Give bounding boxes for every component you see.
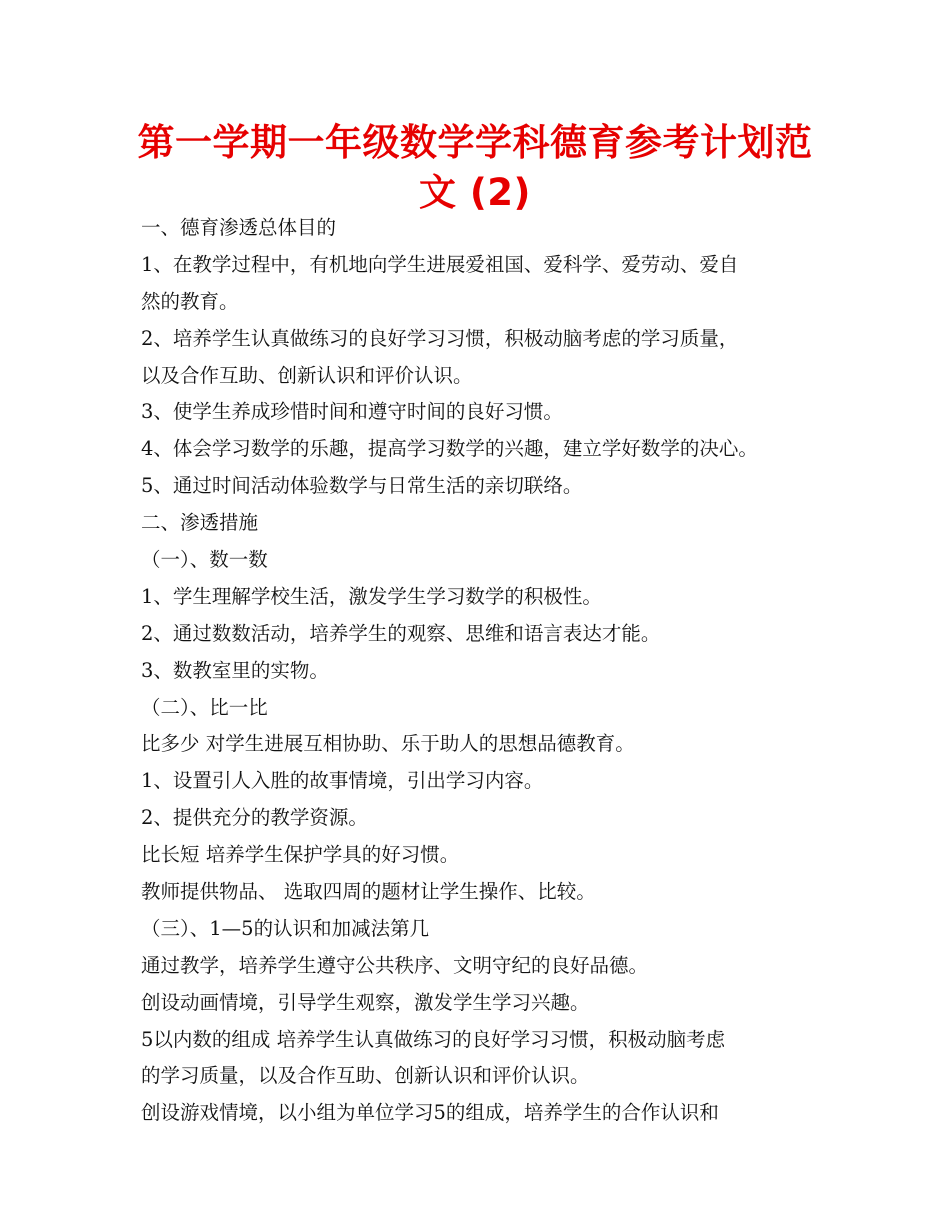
subsection-heading: （二）、比一比 xyxy=(141,695,268,719)
text-line: 2、提供充分的教学资源。 xyxy=(141,806,368,830)
section-heading: 一、德育渗透总体目的 xyxy=(141,216,337,239)
text-line: 比长短 培养学生保护学具的好习惯。 xyxy=(141,843,460,867)
text-line: 2、通过数数活动，培养学生的观察、思维和语言表达才能。 xyxy=(141,621,661,645)
text-line: 1、学生理解学校生活，激发学生学习数学的积极性。 xyxy=(141,584,602,608)
text-line: 2、培养学生认真做练习的良好学习习惯，积极动脑考虑的学习质量， xyxy=(141,326,739,350)
text-line: 5、通过时间活动体验数学与日常生活的亲切联络。 xyxy=(141,474,583,498)
document-title xyxy=(100,118,850,218)
subsection-heading: （一）、数一数 xyxy=(141,548,268,572)
document-body xyxy=(141,210,821,1132)
text-line: 3、使学生养成珍惜时间和遵守时间的良好习惯。 xyxy=(141,400,563,424)
text-line: 以及合作互助、创新认识和评价认识。 xyxy=(141,363,473,387)
text-line: 然的教育。 xyxy=(141,289,239,313)
text-line: 教师提供物品、 选取四周的题材让学生操作、比较。 xyxy=(141,880,596,904)
text-line: 创设动画情境，引导学生观察，激发学生学习兴趣。 xyxy=(141,990,590,1014)
text-line: 的学习质量，以及合作互助、创新认识和评价认识。 xyxy=(141,1064,590,1088)
title-line-2: 文 (2) xyxy=(419,171,531,214)
text-line: 通过教学，培养学生遵守公共秩序、文明守纪的良好品德。 xyxy=(141,953,649,977)
section-heading: 二、渗透措施 xyxy=(141,511,259,535)
text-line: 3、数教室里的实物。 xyxy=(141,658,329,682)
subsection-heading: （三）、1—5的认识和加减法第几 xyxy=(141,916,430,940)
text-line: 创设游戏情境，以小组为单位学习5的组成，培养学生的合作认识和 xyxy=(141,1101,719,1125)
text-line: 5以内数的组成 培养学生认真做练习的良好学习习惯，积极动脑考虑 xyxy=(141,1027,726,1051)
title-line-1: 第一学期一年级数学学科德育参考计划范 xyxy=(137,121,813,164)
text-line: 1、设置引人入胜的故事情境，引出学习内容。 xyxy=(141,769,544,793)
text-line: 比多少 对学生进展互相协助、乐于助人的思想品德教育。 xyxy=(141,732,635,756)
text-line: 4、体会学习数学的乐趣，提高学习数学的兴趣，建立学好数学的决心。 xyxy=(141,437,758,461)
text-line: 1、在教学过程中，有机地向学生进展爱祖国、爱科学、爱劳动、爱自 xyxy=(141,252,739,276)
